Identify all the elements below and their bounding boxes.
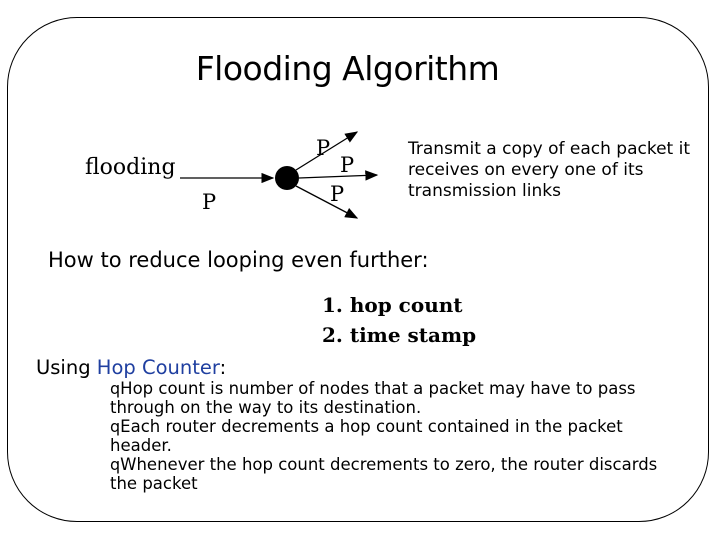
bullet-text: Each router decrements a hop count contained in the packet header.: [110, 417, 623, 455]
using-suffix: :: [219, 356, 227, 379]
bullet-list: [110, 379, 670, 493]
outgoing-link-arrow-down: [296, 186, 357, 218]
bullet-marker: q: [110, 455, 121, 474]
ideas-list: [322, 290, 476, 350]
bullet-text: Whenever the hop count decrements to zero, the router discards the packet: [110, 455, 658, 493]
bullet-marker: q: [110, 417, 121, 436]
flooding-label: flooding: [85, 155, 176, 180]
outgoing-packet-label-right: P: [340, 153, 355, 177]
question-heading: How to reduce looping even further:: [48, 248, 429, 272]
outgoing-packet-label-down: P: [330, 182, 345, 206]
outgoing-packet-label-up: P: [316, 136, 331, 160]
bullet-text: Hop count is number of nodes that a packet may have to pass through on the way to its destination.: [110, 379, 636, 417]
flooding-description: Transmit a copy of each packet it receives on every one of its transmission links: [408, 139, 691, 201]
outgoing-link-arrow-right: [299, 175, 377, 178]
idea-item: 2. time stamp: [322, 323, 477, 347]
bullet-item: [110, 379, 670, 417]
router-node: [275, 166, 299, 190]
bullet-marker: q: [110, 379, 121, 398]
idea-item: 1. hop count: [322, 293, 463, 317]
using-prefix: Using: [36, 356, 97, 379]
hop-counter-term: Hop Counter: [96, 356, 220, 379]
bullet-item: [110, 417, 670, 455]
bullet-item: [110, 455, 670, 493]
using-heading: [36, 356, 226, 379]
slide-title: Flooding Algorithm: [195, 49, 500, 88]
incoming-packet-label: P: [202, 190, 217, 214]
